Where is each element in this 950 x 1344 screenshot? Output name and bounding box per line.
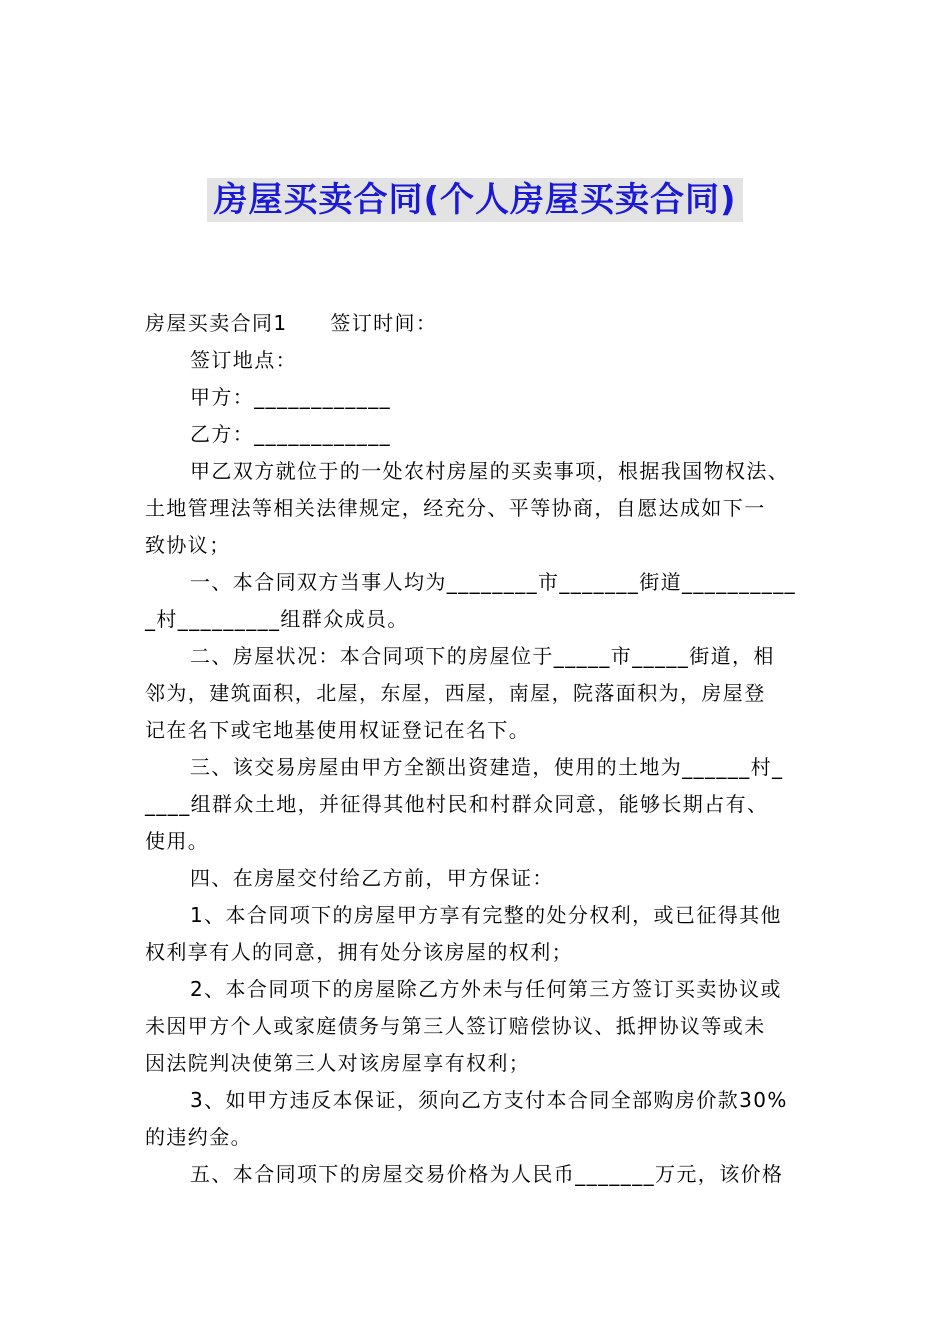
clause-4-line: 四、在房屋交付给乙方前，甲方保证： <box>190 866 554 890</box>
document-title: 房屋买卖合同(个人房屋买卖合同) <box>207 178 742 222</box>
clause-1-line: _村_________组群众成员。 <box>145 607 409 631</box>
guarantee-1-line: 权利享有人的同意，拥有处分该房屋的权利； <box>145 940 573 964</box>
party-a-line: 甲方：____________ <box>190 385 391 409</box>
clause-3-line: 三、该交易房屋由甲方全额出资建造，使用的土地为______村_ <box>190 755 784 779</box>
clause-5-line: 五、本合同项下的房屋交易价格为人民币_______万元，该价格 <box>190 1162 784 1186</box>
guarantee-3-line: 3、如甲方违反本保证，须向乙方支付本合同全部购房价款30% <box>190 1088 788 1112</box>
clause-2-line: 二、房屋状况：本合同项下的房屋位于_____市_____街道，相 <box>190 644 775 668</box>
clause-3-line: ____组群众土地，并征得其他村民和村群众同意，能够长期占有、 <box>145 792 769 816</box>
guarantee-2-line: 未因甲方个人或家庭债务与第三人签订赔偿协议、抵押协议等或未 <box>145 1014 766 1038</box>
clause-2-line: 邻为，建筑面积，北屋，东屋，西屋，南屋，院落面积为，房屋登 <box>145 681 766 705</box>
guarantee-2-line: 因法院判决使第三人对该房屋享有权利； <box>145 1051 531 1075</box>
contract-heading-line: 房屋买卖合同1 签订时间： <box>145 311 438 335</box>
guarantee-3-line: 的违约金。 <box>145 1125 252 1149</box>
body-line: 致协议； <box>145 533 231 557</box>
body-line: 土地管理法等相关法律规定，经充分、平等协商，自愿达成如下一 <box>145 496 766 520</box>
signing-place-line: 签订地点： <box>190 348 297 372</box>
clause-3-line: 使用。 <box>145 829 210 853</box>
party-b-line: 乙方：____________ <box>190 422 391 446</box>
guarantee-1-line: 1、本合同项下的房屋甲方享有完整的处分权利，或已征得其他 <box>190 903 782 927</box>
guarantee-2-line: 2、本合同项下的房屋除乙方外未与任何第三方签订买卖协议或 <box>190 977 782 1001</box>
body-line: 甲乙双方就位于的一处农村房屋的买卖事项，根据我国物权法、 <box>190 459 790 483</box>
clause-2-line: 记在名下或宅地基使用权证登记在名下。 <box>145 718 531 742</box>
clause-1-line: 一、本合同双方当事人均为________市_______街道__________ <box>190 570 796 594</box>
title-container <box>0 178 950 222</box>
